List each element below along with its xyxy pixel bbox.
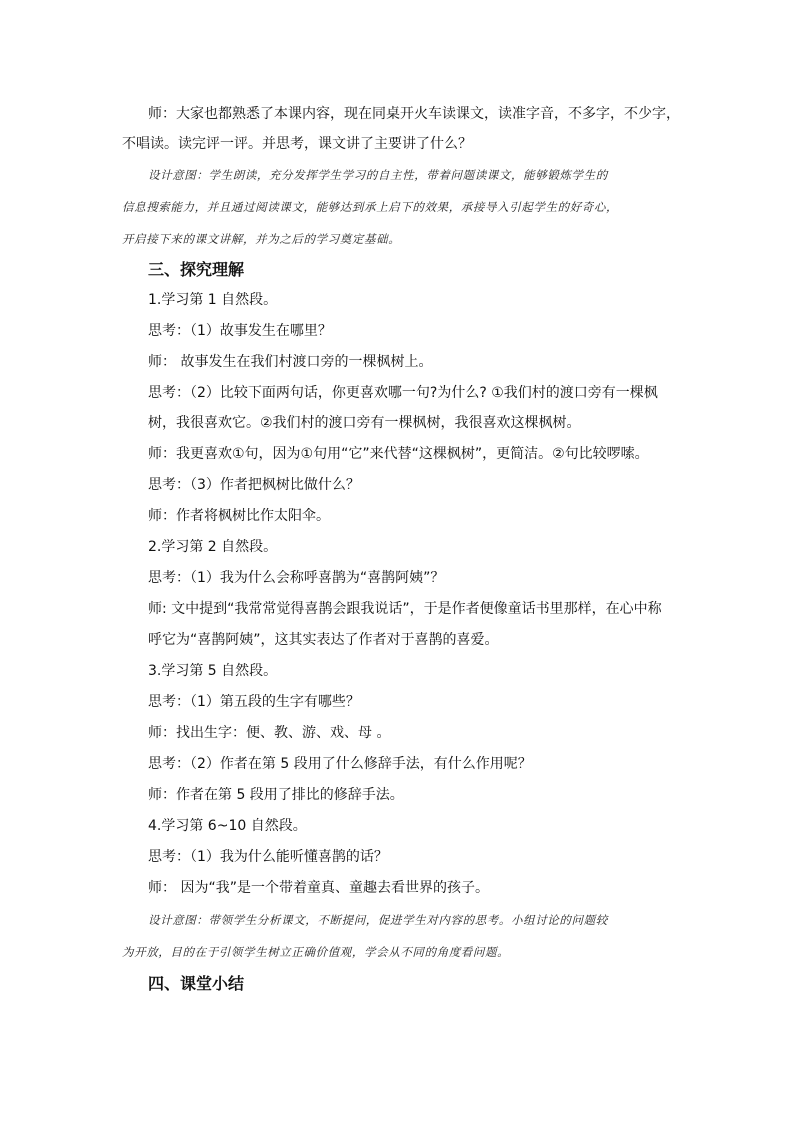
p1-title: 1.学习第 1 自然段。 <box>148 292 278 308</box>
p1-answer-2: 师：我更喜欢①句，因为①句用“它”来代替“这棵枫树”，更简洁。②句比较啰嗦。 <box>148 446 649 462</box>
design-note-1-line-1: 设计意图：学生朗读，充分发挥学生学习的自主性，带着问题读课文，能够锻炼学生的 <box>148 168 608 182</box>
p3-title: 3.学习第 5 自然段。 <box>148 663 278 679</box>
design-note-2-line-1: 设计意图：带领学生分析课文，不断提问，促进学生对内容的思考。小组讨论的问题较 <box>148 913 608 927</box>
p2-title: 2.学习第 2 自然段。 <box>148 539 278 555</box>
p1-answer-1: 师： 故事发生在我们村渡口旁的一棵枫树上。 <box>148 354 433 370</box>
intro-line-2: 不唱读。读完评一评。并思考，课文讲了主要讲了什么？ <box>122 136 472 152</box>
p2-answer-1-line-1: 师: 文中提到“我常常觉得喜鹊会跟我说话”，于是作者便像童话书里那样，在心中称 <box>148 601 662 617</box>
p3-question-2: 思考：（2）作者在第 5 段用了什么修辞手法，有什么作用呢？ <box>148 756 532 772</box>
p4-answer-1: 师： 因为“我”是一个带着童真、童趣去看世界的孩子。 <box>148 880 489 896</box>
p1-answer-3: 师：作者将枫树比作太阳伞。 <box>148 508 330 524</box>
section-4-heading: 四、课堂小结 <box>148 974 245 993</box>
p1-question-1: 思考：（1）故事发生在哪里？ <box>148 323 332 339</box>
design-note-1-line-2: 信息搜索能力，并且通过阅读课文，能够达到承上启下的效果，承接导入引起学生的好奇心， <box>122 200 619 214</box>
p1-question-2-line-2: 树，我很喜欢它。②我们村的渡口旁有一棵枫树，我很喜欢这棵枫树。 <box>148 415 581 431</box>
p1-question-2-line-1: 思考：（2）比较下面两句话，你更喜欢哪一句?为什么? ①我们村的渡口旁有一棵枫 <box>148 385 658 401</box>
p3-answer-1: 师：找出生字：便、教、游、戏、母 。 <box>148 725 391 741</box>
p2-question-1: 思考：（1）我为什么会称呼喜鹊为“喜鹊阿姨”？ <box>148 570 445 586</box>
section-3-heading: 三、探究理解 <box>148 260 245 279</box>
p1-question-3: 思考：（3）作者把枫树比做什么？ <box>148 477 360 493</box>
p2-answer-1-line-2: 呼它为“喜鹊阿姨”，这其实表达了作者对于喜鹊的喜爱。 <box>148 632 499 648</box>
p3-answer-2: 师：作者在第 5 段用了排比的修辞手法。 <box>148 787 404 803</box>
p3-question-1: 思考：（1）第五段的生字有哪些？ <box>148 694 360 710</box>
intro-line-1: 师：大家也都熟悉了本课内容，现在同桌开火车读课文，读准字音，不多字，不少字， <box>148 106 680 122</box>
p4-title: 4.学习第 6~10 自然段。 <box>148 818 307 834</box>
design-note-2-line-2: 为开放，目的在于引领学生树立正确价值观，学会从不同的角度看问题。 <box>122 945 510 959</box>
p4-question-1: 思考：（1）我为什么能听懂喜鹊的话？ <box>148 849 388 865</box>
design-note-1-line-3: 开启接下来的课文讲解，并为之后的学习奠定基础。 <box>122 232 401 246</box>
